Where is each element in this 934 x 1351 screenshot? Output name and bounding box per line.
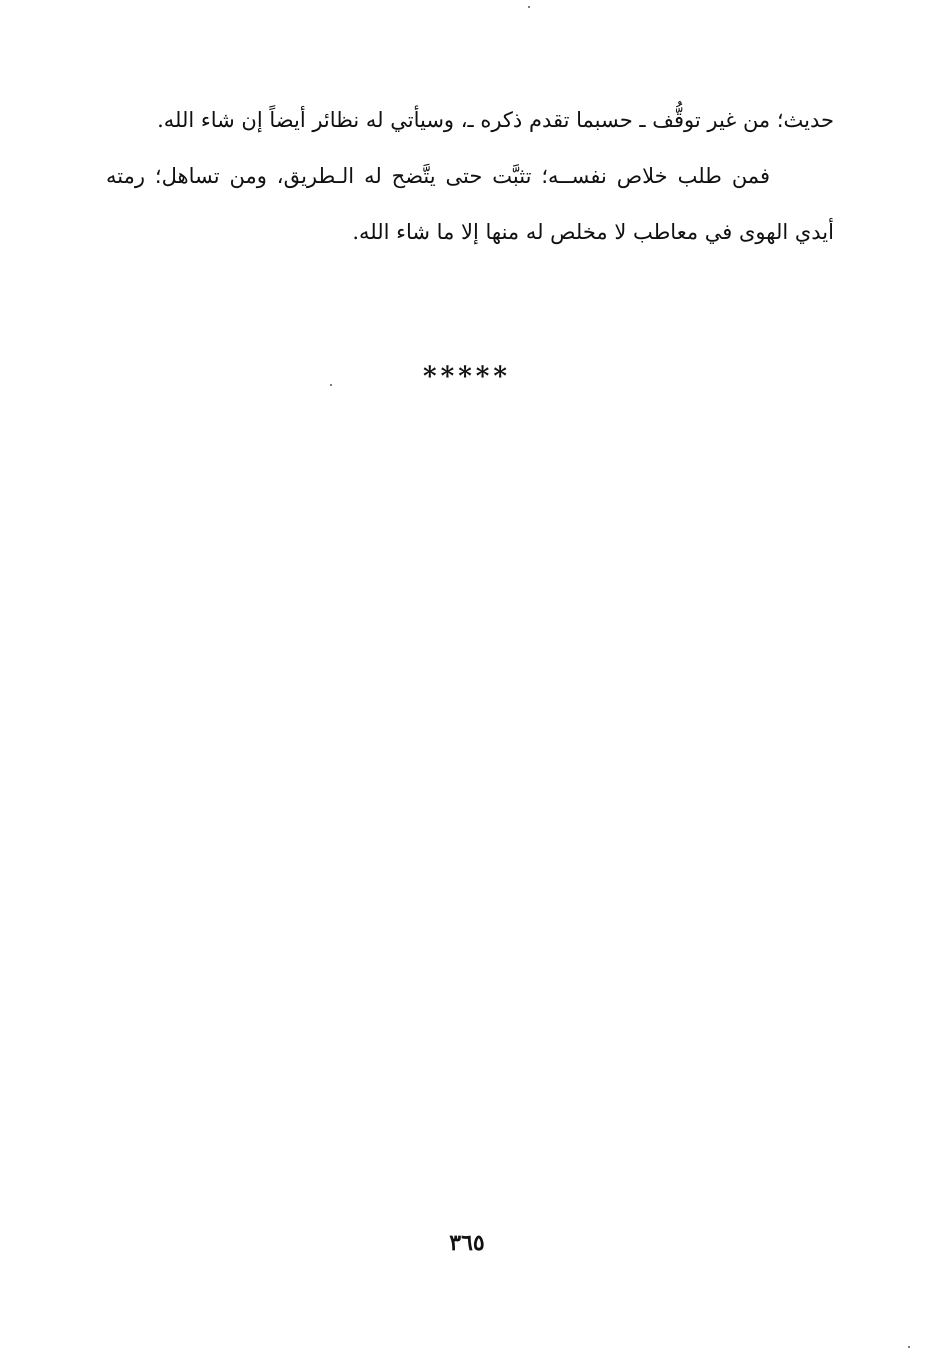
- paragraph: حديث؛ من غير توقُّف ـ حسبما تقدم ذكره ـ، وسيأتي له نظائر أيضاً إن شاء الله.: [157, 108, 834, 132]
- paragraph: فمن طلب خلاص نفســه؛ تثبَّت حتى يتَّضح له الـطريق، ومن تساهل؛ رمته أيدي الهوى في معاطب لا مخلص له منها إلا ما شاء الله.: [106, 164, 834, 244]
- section-separator: *****: [423, 362, 511, 392]
- body-text: [106, 92, 834, 260]
- scan-speck: [528, 6, 530, 8]
- scan-speck: [908, 1346, 910, 1348]
- page-number: ٣٦٥: [449, 1230, 485, 1256]
